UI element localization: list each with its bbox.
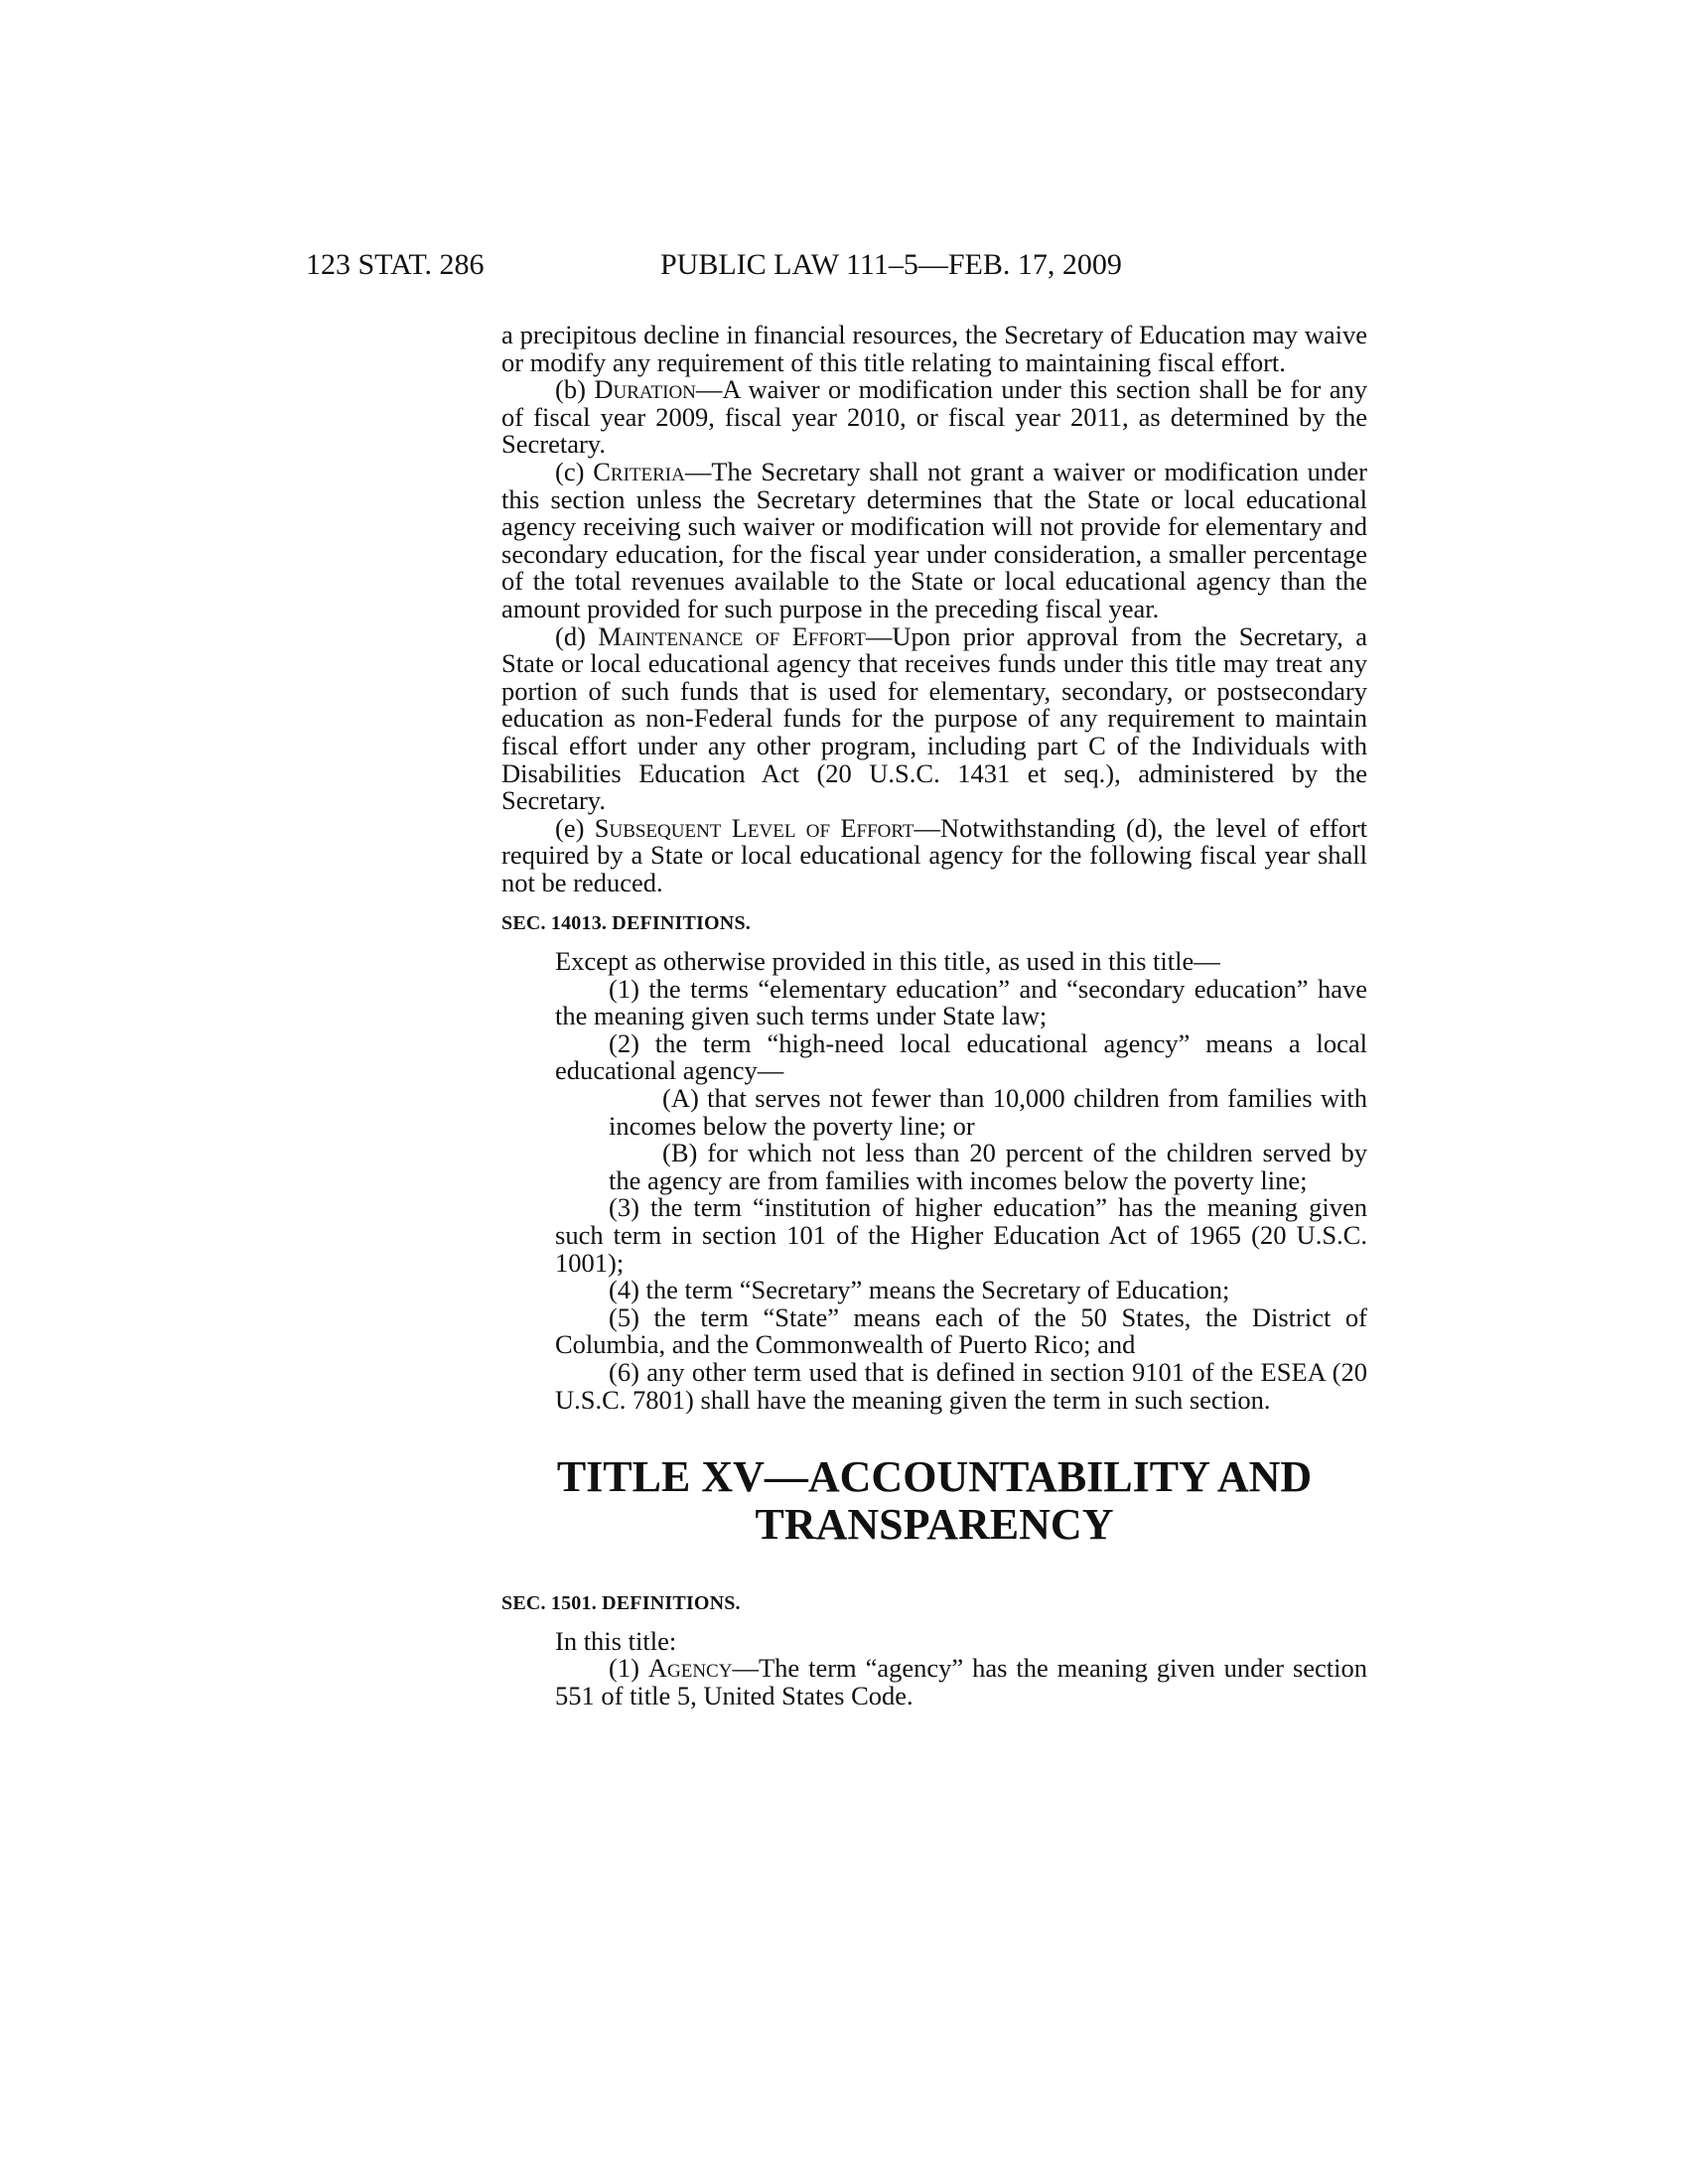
title-xv-line-2: TRANSPARENCY xyxy=(755,1500,1114,1550)
subsection-d-text: —Upon prior approval from the Secretary, a State or local educational agency that receives funds under this title may treat any portion of such funds that is used for elementary, secondary, or postsecondary education as non-Federal funds for the purpose of any requirement to maintain fiscal effort under any other program, including part C of the Individuals with Disabilities Education Act (20 U.S.C. 1431 et seq.), administered by the Secretary. xyxy=(501,620,1367,816)
section-1501-item-1 xyxy=(501,1655,1367,1709)
definition-item-2b: (B) for which not less than 20 percent of the children served by the agency are from families with incomes below the poverty line; xyxy=(609,1138,1367,1195)
section-1501-item-1-heading: Agency xyxy=(647,1653,733,1684)
page-header xyxy=(0,248,1688,288)
subsection-c xyxy=(501,456,1368,623)
definition-item-5: (5) the term “State” means each of the 50 States, the District of Columbia, and the Commonwealth of Puerto Rico; and xyxy=(555,1301,1367,1360)
title-xv-line-1: TITLE XV—ACCOUNTABILITY AND xyxy=(556,1452,1313,1502)
definition-item-3: (3) the term “institution of higher education” has the meaning given such term in section 101 of the Higher Education Act of 1965 (20 U.S.C. 1001); xyxy=(555,1192,1367,1278)
title-xv-heading xyxy=(501,1453,1367,1549)
section-14013-heading: SEC. 14013. DEFINITIONS. xyxy=(501,912,751,935)
subsection-e xyxy=(501,812,1368,897)
section-1501-intro: In this title: xyxy=(555,1625,677,1656)
subsection-c-label: (c) xyxy=(555,456,585,486)
subsection-b-heading: Duration xyxy=(594,374,696,405)
definition-item-2a: (A) that serves not fewer than 10,000 children from families with incomes below the poverty line; or xyxy=(609,1083,1367,1141)
definition-item-1: (1) the terms “elementary education” and “secondary education” have the meaning given such terms under State law; xyxy=(555,973,1367,1031)
section-1501-item-1-label: (1) xyxy=(609,1653,639,1684)
subsection-d-label: (d) xyxy=(555,620,586,651)
body-text xyxy=(501,322,1367,1710)
subsection-d-heading: Maintenance of Effort xyxy=(598,620,866,651)
subsection-b-label: (b) xyxy=(555,374,586,405)
stat-page-number: 123 STAT. 286 xyxy=(306,248,485,281)
paragraph-continuation: a precipitous decline in financial resources, the Secretary of Education may waive or modify any requirement of this title relating to maintaining fiscal effort. xyxy=(501,320,1367,377)
subsection-c-heading: Criteria xyxy=(593,456,685,486)
section-1501-heading: SEC. 1501. DEFINITIONS. xyxy=(501,1592,741,1615)
subsection-d xyxy=(501,620,1367,816)
subsection-b xyxy=(501,376,1367,459)
subsection-e-text: —Notwithstanding (d), the level of effort required by a State or local educational agency for the following fiscal year shall not be reduced. xyxy=(501,812,1368,897)
section-1501-item-1-text: —The term “agency” has the meaning given under section 551 of title 5, United States Code. xyxy=(555,1653,1368,1710)
subsection-e-label: (e) xyxy=(555,812,585,843)
definition-item-4: (4) the term “Secretary” means the Secretary of Education; xyxy=(609,1275,1230,1305)
subsection-b-text: —A waiver or modification under this section shall be for any of fiscal year 2009, fiscal year 2010, or fiscal year 2011, as determined by the Secretary. xyxy=(501,374,1368,460)
subsection-c-text: —The Secretary shall not grant a waiver or modification under this section unless the Secretary determines that the State or local educational agency receiving such waiver or modification will not provide for elementary and secondary education, for the fiscal year under consideration, a smaller percentage of the total revenues available to the State or local educational agency than the amount provided for such purpose in the preceding fiscal year. xyxy=(501,456,1368,623)
section-14013-intro: Except as otherwise provided in this title, as used in this title— xyxy=(555,946,1220,977)
subsection-e-heading: Subsequent Level of Effort xyxy=(594,812,914,843)
definition-item-2: (2) the term “high-need local educational agency” means a local educational agency— xyxy=(555,1027,1367,1086)
running-head: PUBLIC LAW 111–5—FEB. 17, 2009 xyxy=(660,248,1122,281)
definition-item-6: (6) any other term used that is defined in section 9101 of the ESEA (20 U.S.C. 7801) shall have the meaning given the term in such section. xyxy=(555,1356,1367,1415)
